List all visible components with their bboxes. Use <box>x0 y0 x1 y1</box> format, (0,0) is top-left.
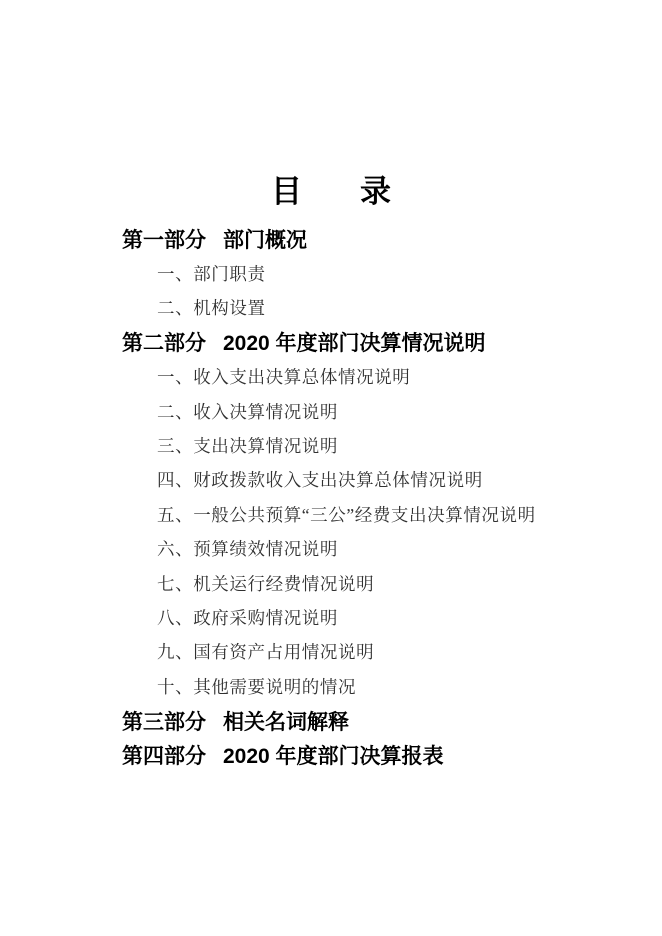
part-title: 2020 年度部门决算报表 <box>223 745 444 769</box>
part-label: 第一部分 <box>122 229 206 253</box>
toc-part-row <box>0 222 662 256</box>
part-title: 相关名词解释 <box>223 710 349 734</box>
item-text: 十、其他需要说明的情况 <box>157 676 357 697</box>
item-text: 四、财政拨款收入支出决算总体情况说明 <box>157 470 483 491</box>
part-label: 第三部分 <box>122 710 206 734</box>
toc-entries <box>0 222 662 772</box>
page-title-char-right: 录 <box>360 174 391 209</box>
toc-item-row <box>0 428 662 462</box>
part-title: 2020 年度部门决算情况说明 <box>223 332 486 356</box>
page-title-char-left: 目 <box>271 174 302 209</box>
toc-item-row <box>0 291 662 325</box>
toc-item-row <box>0 360 662 394</box>
toc-item-row <box>0 463 662 497</box>
toc-part-row <box>0 325 662 359</box>
item-text: 二、收入决算情况说明 <box>157 401 338 422</box>
item-text: 三、支出决算情况说明 <box>157 436 338 457</box>
item-text: 二、机构设置 <box>157 298 266 319</box>
toc-item-row <box>0 635 662 669</box>
item-text: 一、部门职责 <box>157 264 266 285</box>
item-text: 六、预算绩效情况说明 <box>157 539 338 560</box>
toc-item-row <box>0 566 662 600</box>
toc-item-row <box>0 600 662 634</box>
toc-part-row <box>0 738 662 772</box>
toc-item-row <box>0 532 662 566</box>
item-text: 八、政府采购情况说明 <box>157 607 338 628</box>
item-text: 九、国有资产占用情况说明 <box>157 642 375 663</box>
toc-item-row <box>0 394 662 428</box>
toc-item-row <box>0 497 662 531</box>
item-text: 一、收入支出决算总体情况说明 <box>157 367 411 388</box>
item-text: 七、机关运行经费情况说明 <box>157 573 375 594</box>
item-text: 五、一般公共预算“三公”经费支出决算情况说明 <box>157 504 536 525</box>
part-label: 第四部分 <box>122 745 206 769</box>
toc-part-row <box>0 703 662 737</box>
page-title <box>0 172 662 212</box>
toc-item-row <box>0 256 662 290</box>
part-title: 部门概况 <box>223 229 307 253</box>
toc-item-row <box>0 669 662 703</box>
part-label: 第二部分 <box>122 332 206 356</box>
